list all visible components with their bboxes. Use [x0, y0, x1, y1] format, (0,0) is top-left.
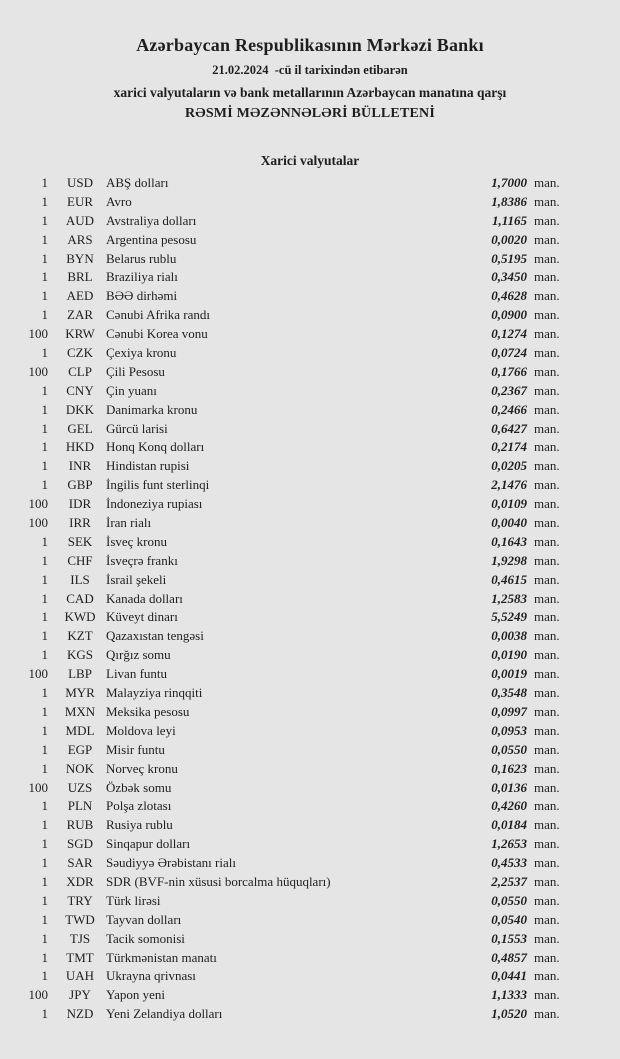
- rate-value: 0,0109: [491, 496, 527, 512]
- rate-row: [0, 344, 620, 363]
- unit-label: man.: [534, 609, 560, 625]
- currency-name: Səudiyyə Ərəbistanı rialı: [106, 855, 236, 871]
- rate-quantity: 1: [41, 760, 48, 776]
- bulletin-header: [0, 0, 620, 122]
- unit-label: man.: [534, 949, 560, 965]
- currency-name: Kanada dolları: [106, 590, 183, 606]
- rate-value: 1,9298: [491, 552, 527, 568]
- bulletin-subtitle: xarici valyutaların və bank metallarının Azərbaycan manatına qarşı: [113, 85, 507, 100]
- rate-value: 0,4857: [491, 949, 527, 965]
- rate-row: [0, 1005, 620, 1024]
- rate-quantity: 1: [41, 647, 48, 663]
- unit-label: man.: [534, 288, 560, 304]
- currency-code: HKD: [65, 439, 95, 455]
- currency-code: DKK: [65, 401, 95, 417]
- rate-value: 0,3548: [491, 685, 527, 701]
- currency-name: Misir funtu: [106, 741, 165, 757]
- currency-name: Rusiya rublu: [106, 817, 173, 833]
- currency-name: Moldova leyi: [106, 722, 176, 738]
- rate-row: [0, 457, 620, 476]
- currency-name: Tayvan dolları: [106, 911, 182, 927]
- currency-name: Cənubi Korea vonu: [106, 326, 208, 342]
- rate-quantity: 1: [41, 836, 48, 852]
- currency-code: LBP: [68, 666, 92, 682]
- rate-value: 0,0040: [491, 515, 527, 531]
- rate-row: [0, 287, 620, 306]
- rate-value: 0,1623: [491, 760, 527, 776]
- rate-quantity: 1: [41, 382, 48, 398]
- currency-name: İngilis funt sterlinqi: [106, 477, 210, 493]
- currency-name: İsveç kronu: [106, 533, 168, 549]
- currency-code: AUD: [65, 212, 95, 228]
- currency-code: TRY: [67, 892, 93, 908]
- rate-quantity: 1: [41, 193, 48, 209]
- unit-label: man.: [534, 1006, 560, 1022]
- rate-row: [0, 967, 620, 986]
- unit-label: man.: [534, 571, 560, 587]
- currency-name: Türkmənistan manatı: [106, 949, 217, 965]
- currency-code: ARS: [67, 231, 93, 247]
- rate-row: [0, 174, 620, 193]
- rate-quantity: 1: [41, 439, 48, 455]
- currency-code: BYN: [66, 250, 94, 266]
- currency-name: Küveyt dinarı: [106, 609, 178, 625]
- rate-value: 1,8386: [491, 193, 527, 209]
- currency-code: JPY: [69, 987, 91, 1003]
- unit-label: man.: [534, 987, 560, 1003]
- rate-quantity: 1: [41, 685, 48, 701]
- currency-code: KRW: [65, 326, 95, 342]
- currency-name: Qazaxıstan tengəsi: [106, 628, 204, 644]
- currency-code: PLN: [67, 798, 93, 814]
- rate-row: [0, 779, 620, 798]
- unit-label: man.: [534, 930, 560, 946]
- currency-code: SAR: [67, 855, 93, 871]
- currency-name: İran rialı: [106, 515, 152, 531]
- currency-name: ABŞ dolları: [106, 175, 169, 190]
- rate-value: 0,0190: [491, 647, 527, 663]
- currency-name: Ukrayna qrivnası: [106, 968, 196, 984]
- rate-value: 0,0441: [491, 968, 527, 984]
- rate-row: [0, 231, 620, 250]
- rate-value: 0,0550: [491, 892, 527, 908]
- rate-quantity: 1: [41, 722, 48, 738]
- rate-quantity: 1: [41, 741, 48, 757]
- unit-label: man.: [534, 647, 560, 663]
- rate-quantity: 1: [41, 345, 48, 361]
- rate-row: [0, 854, 620, 873]
- rate-quantity: 1: [41, 477, 48, 493]
- rate-value: 1,1165: [491, 212, 527, 228]
- currency-name: Meksika pesosu: [106, 703, 190, 719]
- rate-row: [0, 986, 620, 1005]
- currency-name: Avro: [106, 193, 132, 209]
- rate-value: 2,1476: [491, 477, 527, 493]
- currency-code: KGS: [66, 647, 93, 663]
- currency-code: NZD: [66, 1006, 94, 1022]
- rate-row: [0, 722, 620, 741]
- rate-row: [0, 741, 620, 760]
- currency-code: KWD: [64, 609, 96, 625]
- currency-name: Tacik somonisi: [106, 930, 185, 946]
- currency-code: XDR: [66, 873, 94, 889]
- currency-name: Norveç kronu: [106, 760, 178, 776]
- rate-quantity: 1: [41, 855, 48, 871]
- unit-label: man.: [534, 458, 560, 474]
- rate-value: 0,5195: [491, 250, 527, 266]
- currency-code: MXN: [64, 703, 96, 719]
- rate-row: [0, 816, 620, 835]
- rate-quantity: 100: [28, 363, 48, 379]
- unit-label: man.: [534, 212, 560, 228]
- rate-quantity: 100: [28, 496, 48, 512]
- currency-code: EGP: [67, 741, 93, 757]
- currency-name: Yapon yeni: [106, 987, 165, 1003]
- bulletin-title: RƏSMİ MƏZƏNNƏLƏRİ BÜLLETENİ: [184, 106, 436, 121]
- unit-label: man.: [534, 628, 560, 644]
- unit-label: man.: [534, 439, 560, 455]
- rate-value: 0,4260: [491, 798, 527, 814]
- unit-label: man.: [534, 477, 560, 493]
- currency-code: TMT: [66, 949, 94, 965]
- rate-value: 0,0205: [491, 458, 527, 474]
- rate-value: 0,0019: [491, 666, 527, 682]
- rate-quantity: 1: [41, 401, 48, 417]
- rate-row: [0, 382, 620, 401]
- currency-code: UAH: [65, 968, 95, 984]
- currency-code: SGD: [66, 836, 93, 852]
- rate-value: 0,0724: [491, 345, 527, 361]
- unit-label: man.: [534, 968, 560, 984]
- rate-value: 0,2466: [491, 401, 527, 417]
- currency-name: Danimarka kronu: [106, 401, 198, 417]
- rate-row: [0, 930, 620, 949]
- unit-label: man.: [534, 666, 560, 682]
- unit-label: man.: [534, 703, 560, 719]
- currency-code: CAD: [66, 590, 94, 606]
- rate-quantity: 1: [41, 911, 48, 927]
- rate-row: [0, 571, 620, 590]
- rate-value: 0,1274: [491, 326, 527, 342]
- rate-row: [0, 438, 620, 457]
- unit-label: man.: [534, 175, 560, 190]
- rate-quantity: 1: [41, 307, 48, 323]
- unit-label: man.: [534, 515, 560, 531]
- currency-name: Avstraliya dolları: [106, 212, 197, 228]
- currency-code: KZT: [67, 628, 93, 644]
- rate-quantity: 1: [41, 269, 48, 285]
- effective-date-line: 21.02.2024 -cü il tarixindən etibarən: [212, 63, 408, 77]
- rate-value: 0,4615: [491, 571, 527, 587]
- unit-label: man.: [534, 496, 560, 512]
- currency-code: GEL: [67, 420, 93, 436]
- currency-code: MDL: [65, 722, 95, 738]
- currency-code: CHF: [67, 552, 93, 568]
- unit-label: man.: [534, 231, 560, 247]
- currency-name: Braziliya rialı: [106, 269, 178, 285]
- rate-value: 0,4533: [491, 855, 527, 871]
- rate-row: [0, 646, 620, 665]
- rate-value: 0,0900: [491, 307, 527, 323]
- rate-value: 0,0184: [491, 817, 527, 833]
- currency-code: SEK: [67, 533, 93, 549]
- rate-quantity: 100: [28, 779, 48, 795]
- unit-label: man.: [534, 836, 560, 852]
- rate-row: [0, 363, 620, 382]
- unit-label: man.: [534, 911, 560, 927]
- rate-quantity: 100: [28, 666, 48, 682]
- rate-quantity: 100: [28, 515, 48, 531]
- rate-value: 0,3450: [491, 269, 527, 285]
- unit-label: man.: [534, 307, 560, 323]
- rate-quantity: 1: [41, 968, 48, 984]
- rate-row: [0, 703, 620, 722]
- currency-name: Livan funtu: [106, 666, 168, 682]
- rate-value: 0,0540: [491, 911, 527, 927]
- rate-value: 1,2583: [491, 590, 527, 606]
- currency-name: Türk lirəsi: [106, 892, 161, 908]
- rate-row: [0, 552, 620, 571]
- currency-name: Argentina pesosu: [106, 231, 197, 247]
- rate-row: [0, 325, 620, 344]
- currency-name: Polşa zlotası: [106, 798, 172, 814]
- currency-code: CLP: [68, 363, 92, 379]
- rate-row: [0, 514, 620, 533]
- rate-value: 0,0550: [491, 741, 527, 757]
- unit-label: man.: [534, 892, 560, 908]
- currency-code: IDR: [68, 496, 92, 512]
- currency-name: Malayziya rinqqiti: [106, 685, 203, 701]
- currency-name: İsveçrə frankı: [106, 552, 178, 568]
- currency-code: ILS: [70, 571, 90, 587]
- currency-name: İndoneziya rupiası: [106, 496, 203, 512]
- currency-code: MYR: [65, 685, 95, 701]
- rate-quantity: 100: [28, 326, 48, 342]
- unit-label: man.: [534, 269, 560, 285]
- unit-label: man.: [534, 363, 560, 379]
- rate-row: [0, 760, 620, 779]
- currency-name: Çexiya kronu: [106, 345, 177, 361]
- currency-code: NOK: [65, 760, 95, 776]
- rate-row: [0, 835, 620, 854]
- unit-label: man.: [534, 420, 560, 436]
- rate-value: 1,2653: [491, 836, 527, 852]
- rate-value: 1,0520: [491, 1006, 527, 1022]
- rate-row: [0, 911, 620, 930]
- rate-quantity: 1: [41, 420, 48, 436]
- rate-quantity: 1: [41, 609, 48, 625]
- rate-value: 0,4628: [491, 288, 527, 304]
- currency-code: UZS: [67, 779, 93, 795]
- rate-quantity: 1: [41, 798, 48, 814]
- unit-label: man.: [534, 250, 560, 266]
- rate-quantity: 1: [41, 533, 48, 549]
- rate-value: 0,6427: [491, 420, 527, 436]
- rate-quantity: 1: [41, 552, 48, 568]
- rate-value: 2,2537: [491, 873, 527, 889]
- rate-value: 0,0020: [491, 231, 527, 247]
- rate-row: [0, 250, 620, 269]
- rate-row: [0, 476, 620, 495]
- currency-name: İsrail şekeli: [106, 571, 167, 587]
- rate-quantity: 1: [41, 1006, 48, 1022]
- currency-name: Özbək somu: [106, 779, 172, 795]
- currency-code: CNY: [66, 382, 94, 398]
- currency-name: Yeni Zelandiya dolları: [106, 1006, 223, 1022]
- rate-value: 0,0953: [491, 722, 527, 738]
- currency-code: INR: [68, 458, 92, 474]
- rate-quantity: 1: [41, 949, 48, 965]
- unit-label: man.: [534, 817, 560, 833]
- rate-row: [0, 590, 620, 609]
- currency-name: SDR (BVF-nin xüsusi borcalma hüquqları): [106, 873, 331, 889]
- currency-code: RUB: [66, 817, 94, 833]
- unit-label: man.: [534, 401, 560, 417]
- currency-name: Belarus rublu: [106, 250, 177, 266]
- currency-code: AED: [66, 288, 94, 304]
- unit-label: man.: [534, 798, 560, 814]
- currency-name: Honq Konq dolları: [106, 439, 205, 455]
- rate-row: [0, 665, 620, 684]
- rate-value: 0,0997: [491, 703, 527, 719]
- rate-row: [0, 533, 620, 552]
- unit-label: man.: [534, 741, 560, 757]
- currency-code: GBP: [67, 477, 93, 493]
- rate-row: [0, 797, 620, 816]
- rate-row: [0, 684, 620, 703]
- rate-row: [0, 401, 620, 420]
- unit-label: man.: [534, 345, 560, 361]
- rate-row: [0, 892, 620, 911]
- currency-name: Çin yuanı: [106, 382, 157, 398]
- rate-value: 5,5249: [491, 609, 527, 625]
- unit-label: man.: [534, 193, 560, 209]
- currency-name: Çili Pesosu: [106, 363, 165, 379]
- currency-code: USD: [66, 175, 93, 190]
- rate-quantity: 1: [41, 873, 48, 889]
- rate-value: 0,0038: [491, 628, 527, 644]
- unit-label: man.: [534, 760, 560, 776]
- currency-code: ZAR: [67, 307, 93, 323]
- currency-code: TWD: [65, 911, 95, 927]
- currency-name: Cənubi Afrika randı: [106, 307, 210, 323]
- currency-name: Hindistan rupisi: [106, 458, 190, 474]
- rate-quantity: 1: [41, 703, 48, 719]
- rate-row: [0, 212, 620, 231]
- rate-quantity: 1: [41, 212, 48, 228]
- rate-quantity: 1: [41, 288, 48, 304]
- unit-label: man.: [534, 685, 560, 701]
- section-title-foreign-currencies: Xarici valyutalar: [260, 153, 360, 168]
- rate-quantity: 1: [41, 571, 48, 587]
- rate-value: 0,1553: [491, 930, 527, 946]
- rate-row: [0, 627, 620, 646]
- rate-quantity: 1: [41, 458, 48, 474]
- currency-code: CZK: [67, 345, 93, 361]
- rate-quantity: 1: [41, 250, 48, 266]
- rate-value: 0,2367: [491, 382, 527, 398]
- currency-name: Qırğız somu: [106, 647, 171, 663]
- rate-value: 0,1643: [491, 533, 527, 549]
- page-title: Azərbaycan Respublikasının Mərkəzi Bankı: [136, 35, 484, 55]
- currency-name: BƏƏ dirhəmi: [106, 288, 178, 304]
- rate-value: 0,2174: [491, 439, 527, 455]
- unit-label: man.: [534, 533, 560, 549]
- unit-label: man.: [534, 855, 560, 871]
- currency-code: TJS: [69, 930, 91, 946]
- rate-value: 1,7000: [491, 175, 527, 190]
- rate-quantity: 1: [41, 628, 48, 644]
- unit-label: man.: [534, 722, 560, 738]
- unit-label: man.: [534, 552, 560, 568]
- currency-name: Gürcü larisi: [106, 420, 168, 436]
- unit-label: man.: [534, 590, 560, 606]
- currency-code: IRR: [69, 515, 91, 531]
- unit-label: man.: [534, 873, 560, 889]
- rate-quantity: 100: [28, 987, 48, 1003]
- rate-row: [0, 420, 620, 439]
- rate-value: 0,0136: [491, 779, 527, 795]
- rate-value: 1,1333: [491, 987, 527, 1003]
- rate-value: 0,1766: [491, 363, 527, 379]
- rate-row: [0, 949, 620, 968]
- rate-quantity: 1: [41, 231, 48, 247]
- rates-table: [0, 174, 620, 1024]
- rate-row: [0, 608, 620, 627]
- rate-quantity: 1: [41, 892, 48, 908]
- currency-name: Sinqapur dolları: [106, 836, 191, 852]
- unit-label: man.: [534, 779, 560, 795]
- unit-label: man.: [534, 382, 560, 398]
- rate-row: [0, 268, 620, 287]
- rate-row: [0, 193, 620, 212]
- currency-code: EUR: [67, 193, 93, 209]
- unit-label: man.: [534, 326, 560, 342]
- rate-quantity: 1: [41, 590, 48, 606]
- rate-row: [0, 495, 620, 514]
- rate-row: [0, 873, 620, 892]
- currency-code: BRL: [67, 269, 93, 285]
- rate-quantity: 1: [41, 817, 48, 833]
- rate-quantity: 1: [41, 930, 48, 946]
- rate-quantity: 1: [41, 175, 48, 190]
- rate-row: [0, 306, 620, 325]
